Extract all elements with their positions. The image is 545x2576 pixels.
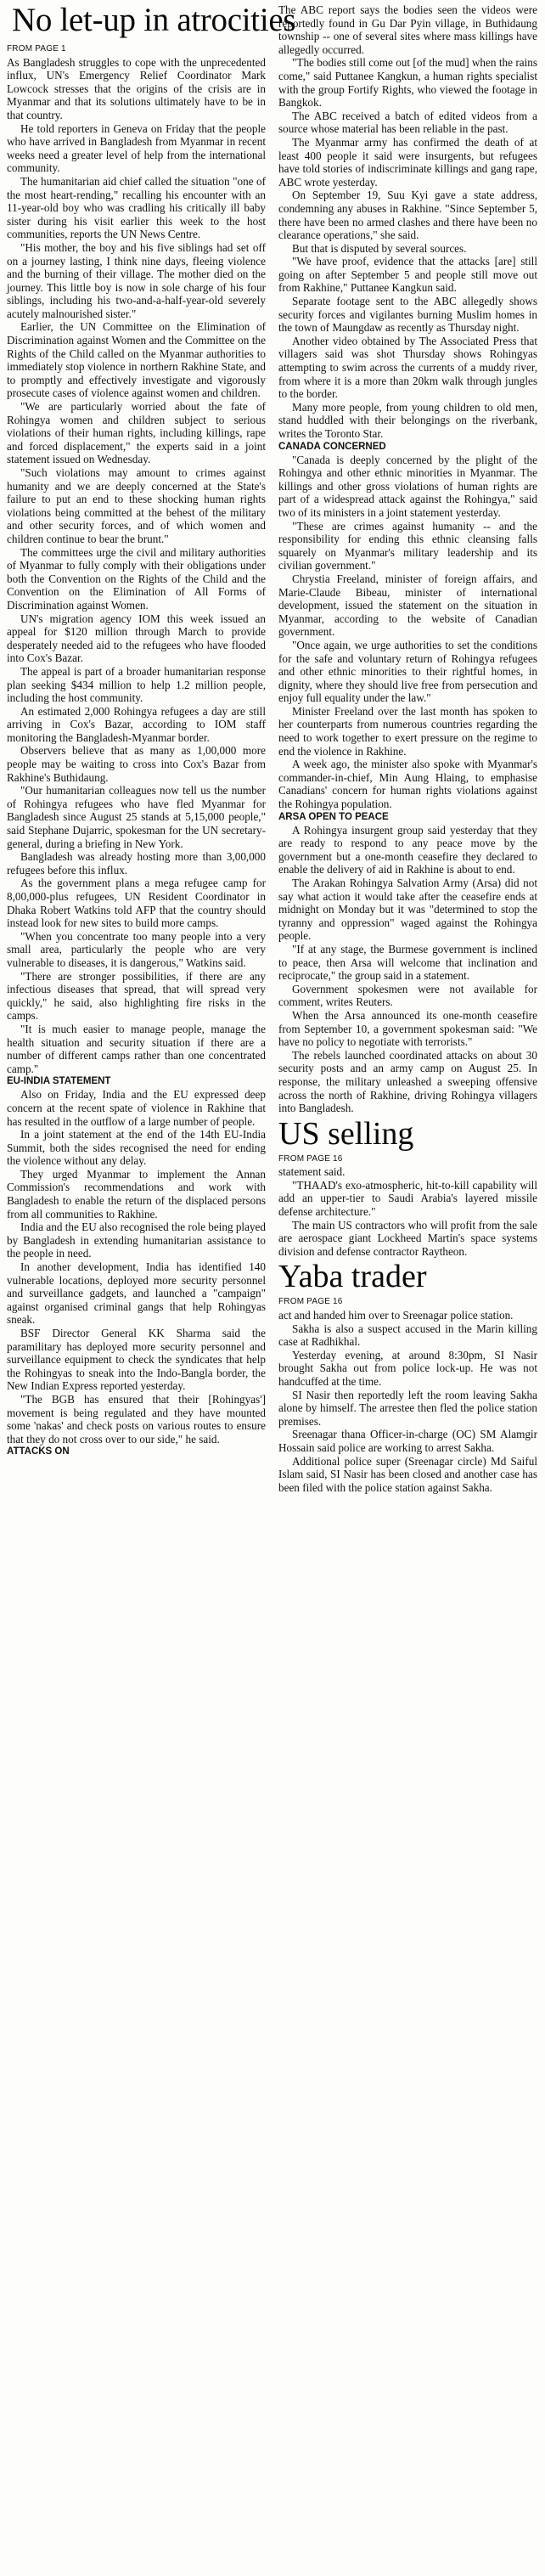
paragraph: "There are stronger possibilities, if there are any infectious diseases that spread, that will spread very quickly," he said, also highlighting fire risks in the camps. xyxy=(7,969,266,1023)
paragraph: In a joint statement at the end of the 14th EU-India Summit, both the sides recognised the need for ending the violence without any delay. xyxy=(7,1128,266,1168)
paragraph: Yesterday evening, at around 8:30pm, SI Nasir brought Sakha out from police lock-up. He was not handcuffed at the time. xyxy=(278,1348,537,1388)
paragraph: Many more people, from young children to old men, stand huddled with their belongings on the riverbank, writes the Toronto Star. xyxy=(278,400,537,440)
paragraph: Bangladesh was already hosting more than 3,00,000 refugees before this influx. xyxy=(7,850,266,877)
paragraph: SI Nasir then reportedly left the room leaving Sakha alone by himself. The arrestee then fled the police station premises. xyxy=(278,1388,537,1428)
paragraph: "THAAD's exo-atmospheric, hit-to-kill capability will add an upper-tier to Saudi Arabia's layered missile defense architecture." xyxy=(278,1178,537,1219)
article-left-column xyxy=(7,42,266,1458)
paragraph: In another development, India has identified 140 vulnerable locations, deployed more security personnel and surveillance gadgets, and launched a "campaign" against organised criminal gangs that help Rohingyas sneak. xyxy=(7,1260,266,1327)
paragraph: Minister Freeland over the last month has spoken to her counterparts from numerous countries regarding the need to work together to exert pressure on the regime to end the violence in Rakhine. xyxy=(278,704,537,758)
paragraph: The ABC received a batch of edited videos from a source whose material has been reliable in the past. xyxy=(278,109,537,136)
section-heading-arsa: ARSA OPEN TO PEACE xyxy=(278,811,389,822)
paragraph: Another video obtained by The Associated Press that villagers said was shot Thursday shows Rohingyas attempting to swim across the currents of a muddy river, from where it is a more than 20km walk through jungles to the border. xyxy=(278,334,537,401)
paragraph: But that is disputed by several sources. xyxy=(292,241,467,255)
paragraph: "The bodies still come out [of the mud] when the rains come," said Puttanee Kangkun, a human rights specialist with the group Fortify Rights, who viewed the footage in Bangkok. xyxy=(278,56,537,110)
paragraph: UN's migration agency IOM this week issued an appeal for $120 million through March to provide desperately needed aid to the refugees who have flooded into Cox's Bazar. xyxy=(7,612,266,665)
paragraph: "Canada is deeply concerned by the plight of the Rohingya and other ethnic minorities in Myanmar. The killings and other gross violations of human rights are part of a widespread attack against the Rohingya," said two of its ministers in a joint statement yesterday. xyxy=(278,453,537,519)
paragraph: "Our humanitarian colleagues now tell us the number of Rohingya refugees who have fled Myanmar for Bangladesh since August 25 stands at 5,15,000 people," said Stephane Dujarric, spokesman for the UN secretary-general, during a briefing in New York. xyxy=(7,784,266,850)
paragraph: An estimated 2,000 Rohingya refugees a day are still arriving in Cox's Bazar, according to IOM staff monitoring the Bangladesh-Myanmar border. xyxy=(7,704,266,744)
from-page-tag: FROM PAGE 1 xyxy=(7,44,66,54)
brief-title-yaba-trader: Yaba trader xyxy=(278,1259,427,1295)
paragraph: "It is much easier to manage people, manage the health situation and security situation if there are a number of different camps rather than one concentrated camp." xyxy=(7,1022,266,1075)
paragraph: The Myanmar army has confirmed the death of at least 400 people it said were insurgents, but refugees have told stories of indiscriminate killings and gang rape, ABC wrote yesterday. xyxy=(278,135,537,189)
paragraph: "We are particularly worried about the fate of Rohingya women and children subject to serious violations of their human rights, including killings, rape and forced displacement," the experts said in a joint statement issued on Wednesday. xyxy=(7,400,266,466)
paragraph: Separate footage sent to the ABC allegedly shows security forces and vigilantes burning Muslim homes in the town of Maungdaw as recently as Thursday night. xyxy=(278,295,537,335)
paragraph: On September 19, Suu Kyi gave a state address, condemning any abuses in Rakhine. "Since September 5, there have been no armed clashes and there have been no clearance operations," she said. xyxy=(278,189,537,242)
paragraph: Also on Friday, India and the EU expressed deep concern at the recent spate of violence in Rakhine that has resulted in the outflow of a large number of people. xyxy=(7,1088,266,1128)
paragraph: "We have proof, evidence that the attacks [are] still going on after September 5 and people still move out from Rakhine," Puttanee Kangkun said. xyxy=(278,255,537,295)
paragraph: As Bangladesh struggles to cope with the unprecedented influx, UN's Emergency Relief Coordinator Mark Lowcock stresses that the origins of the crisis are in Myanmar and that its solutions ultimately have to be in that country. xyxy=(7,55,266,121)
paragraph: "If at any stage, the Burmese government is inclined to peace, then Arsa will welcome that inclination and reciprocate," the group said in a statement. xyxy=(278,942,537,983)
paragraph: statement said. xyxy=(278,1165,346,1179)
brief-title-us-selling: US selling xyxy=(278,1115,414,1152)
paragraph: The committees urge the civil and military authorities of Myanmar to fully comply with their obligations under both the Convention on the Rights of the Child and the Convention on the Elimination of All Forms of Discrimination against Women. xyxy=(7,545,266,612)
paragraph: Observers believe that as many as 1,00,000 more people may be waiting to cross into Cox's Bazar from Rakhine's Buthidaung. xyxy=(7,744,266,784)
paragraph: "The BGB has ensured that their [Rohingyas'] movement is being regulated and they have mounted some 'nakas' and check posts on various routes to ensure that they do not cross over to our side," he said. xyxy=(7,1392,266,1446)
paragraph: "These are crimes against humanity -- and the responsibility for ending this ethnic cleansing falls squarely on Myanmar's military leadership and its civilian government." xyxy=(278,519,537,572)
paragraph: "When you concentrate too many people into a very small area, particularly the people who are very vulnerable to diseases, it is dangerous," Watkins said. xyxy=(7,929,266,969)
paragraph: The rebels launched coordinated attacks on about 30 security posts and an army camp on August 25. In response, the military unleashed a sweeping offensive across the north of Rakhine, driving Rohingya villagers into Bangladesh. xyxy=(278,1048,537,1115)
paragraph: A week ago, the minister also spoke with Myanmar's commander-in-chief, Min Aung Hlaing, to emphasise Canadians' concern for human rights violations against the Rohingya population. xyxy=(278,758,537,811)
paragraph: The appeal is part of a broader humanitarian response plan seeking $434 million to help 1.2 million people, including the host community. xyxy=(7,664,266,705)
paragraph: Earlier, the UN Committee on the Elimination of Discrimination against Women and the Committee on the Rights of the Child called on the Myanmar authorities to immediately stop violence in northern Rakhine State, and to promptly and effectively investigate and vigorously prosecute cases of violence against women and children. xyxy=(7,320,266,400)
paragraph: "Such violations may amount to crimes against humanity and we are deeply concerned at the State's failure to put an end to these shocking human rights violations being committed at the behest of the military and other security forces, and of which women and children continue to bear the brunt." xyxy=(7,466,266,545)
section-heading-eu-india: EU-INDIA STATEMENT xyxy=(7,1076,111,1087)
paragraph: The main US contractors who will profit from the sale are aerospace giant Lockheed Martin's space systems division and defense contractor Raytheon. xyxy=(278,1218,537,1258)
paragraph: Chrystia Freeland, minister of foreign affairs, and Marie-Claude Bibeau, minister of international development, issued the statement on the situation in Myanmar, according to the website of Canadian government. xyxy=(278,572,537,639)
paragraph: A Rohingya insurgent group said yesterday that they are ready to respond to any peace move by the government but a one-month ceasefire they declared to enable the delivery of aid in Rakhine is about to end. xyxy=(278,823,537,877)
brief-us-selling xyxy=(278,1117,537,1259)
paragraph: Sakha is also a suspect accused in the Marin killing case at Radhikhal. xyxy=(278,1322,537,1349)
brief-yaba-trader xyxy=(278,1260,537,1494)
paragraph: BSF Director General KK Sharma said the paramilitary has deployed more security personnel and surveillance equipment to check the syndicates that help the Rohingyas to sneak into the Indo-Bangla border, the New Indian Express reported yesterday. xyxy=(7,1327,266,1393)
paragraph: The ABC report says the bodies seen the videos were reportedly found in Gu Dar Pyin village, in Buthidaung township -- one of several sites where mass killings have allegedly occurred. xyxy=(278,3,537,56)
paragraph: act and handed him over to Sreenagar police station. xyxy=(278,1309,514,1322)
paragraph: When the Arsa announced its one-month ceasefire from September 10, a government spokesman said: "We have no policy to negotiate with terrorists." xyxy=(278,1008,537,1049)
article-headline: No let-up in atrocities xyxy=(12,2,296,38)
section-heading-canada: CANADA CONCERNED xyxy=(278,441,386,452)
section-heading-attacks-on: ATTACKS ON xyxy=(7,1446,70,1457)
paragraph: India and the EU also recognised the role being played by Bangladesh in extending humanitarian assistance to the people in need. xyxy=(7,1220,266,1260)
paragraph: "His mother, the boy and his five siblings had set off on a journey lasting, I think nine days, fleeing violence and the burning of their village. The mother died on the journey. This little boy is now in sole charge of his four siblings, including his two-and-a-half-year-old severely acutely malnourished sister." xyxy=(7,240,266,320)
paragraph: Additional police super (Sreenagar circle) Md Saiful Islam said, SI Nasir has been closed and another case has been filed with the police station against Sakha. xyxy=(278,1454,537,1494)
article-right-column xyxy=(278,3,537,1494)
paragraph: They urged Myanmar to implement the Annan Commission's recommendations and work with Bangladesh to enable the return of the displaced persons from all communities to Rakhine. xyxy=(7,1167,266,1220)
from-page-tag: FROM PAGE 16 xyxy=(278,1153,343,1164)
paragraph: The Arakan Rohingya Salvation Army (Arsa) did not say what action it would take after the ceasefire ends at midnight on Monday but it was "determined to stop the tyranny and oppression" waged against the Rohingya people. xyxy=(278,877,537,943)
paragraph: As the government plans a mega refugee camp for 8,00,000-plus refugees, UN Resident Coordinator in Dhaka Robert Watkins told AFP that the country should instead look for new sites to build more camps. xyxy=(7,877,266,930)
paragraph: Sreenagar thana Officer-in-charge (OC) SM Alamgir Hossain said police are working to arrest Sakha. xyxy=(278,1428,537,1454)
paragraph: He told reporters in Geneva on Friday that the people who have arrived in Bangladesh from Myanmar in recent weeks need a greater level of help from the international community. xyxy=(7,121,266,175)
paragraph: Government spokesmen were not available for comment, writes Reuters. xyxy=(278,982,537,1009)
paragraph: The humanitarian aid chief called the situation "one of the most heart-rending," recalling his encounter with an 11-year-old boy who was cradling his critically ill baby sister during his visit earlier this week to the host communities, reports the UN News Centre. xyxy=(7,174,266,241)
paragraph: "Once again, we urge authorities to set the conditions for the safe and voluntary return of Rohingya refugees and other ethnic minorities to their rightful homes, in dignity, where they should live free from persecution and enjoy full equality under the law." xyxy=(278,638,537,705)
from-page-tag: FROM PAGE 16 xyxy=(278,1297,343,1307)
